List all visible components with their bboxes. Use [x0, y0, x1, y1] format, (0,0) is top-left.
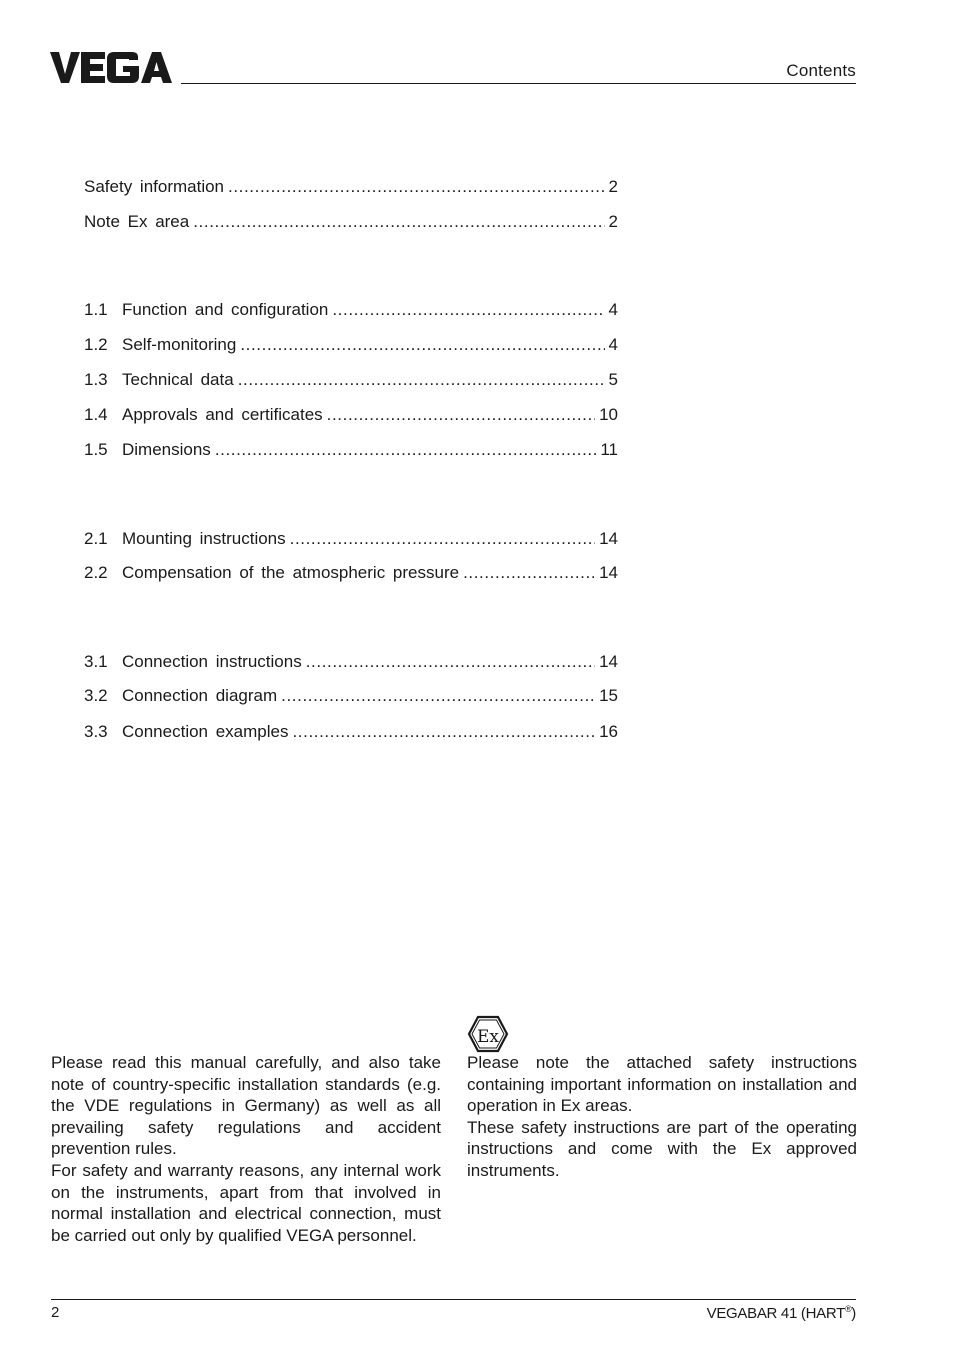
footer-product-text: VEGABAR 41 (HART	[706, 1305, 845, 1322]
toc-leader-dots	[281, 686, 595, 706]
toc-entry-note-ex-area[interactable]	[84, 212, 618, 236]
toc-entry-title: Safety information	[84, 177, 225, 196]
toc-leader-dots	[215, 440, 597, 460]
toc-entry-1-3[interactable]	[84, 370, 618, 394]
toc-entry-title: Compensation of the atmospheric pressure	[122, 563, 460, 582]
header-rule	[181, 83, 856, 84]
toc-entry-2-2[interactable]	[84, 563, 618, 587]
toc-entry-title: Function and configuration	[122, 300, 329, 319]
toc-leader-dots	[463, 563, 595, 583]
toc-entry-1-1[interactable]	[84, 300, 618, 324]
ex-note-paragraph-2: These safety instructions are part of the operating instructions and come with the Ex approved instruments.	[467, 1117, 857, 1180]
toc-entry-safety-information[interactable]	[84, 177, 618, 201]
toc-entry-title: Connection instructions	[122, 652, 302, 671]
toc-entry-3-2[interactable]	[84, 686, 618, 710]
toc-entry-title: Connection examples	[122, 722, 289, 741]
toc-entry-number: 3.1	[84, 652, 108, 671]
safety-paragraph-1: Please read this manual carefully, and also take note of country-specific installation standards (e.g. the VDE regulations in Germany) as well as all prevailing safety regulations and accident prevention rules.	[51, 1053, 441, 1159]
toc-leader-dots	[290, 529, 595, 549]
toc-leader-dots	[332, 300, 604, 320]
toc-entry-page: 2	[608, 212, 618, 231]
toc-entry-2-1[interactable]	[84, 529, 618, 553]
footer-product-close: )	[851, 1305, 856, 1322]
toc-entry-3-3[interactable]	[84, 722, 618, 746]
footer-rule	[51, 1299, 856, 1300]
toc-entry-page: 14	[599, 529, 618, 548]
toc-entry-number: 3.2	[84, 686, 108, 705]
toc-entry-page: 16	[599, 722, 618, 741]
toc-entry-number: 3.3	[84, 722, 108, 741]
safety-information-text	[51, 1052, 441, 1246]
toc-entry-page: 5	[608, 370, 618, 389]
safety-paragraph-2: For safety and warranty reasons, any internal work on the instruments, apart from that involved in normal installation and electrical connection, must be carried out only by qualified VEGA personnel.	[51, 1160, 441, 1245]
page-number: 2	[51, 1304, 60, 1321]
footer-product-name	[707, 1304, 856, 1322]
registered-mark: ®	[844, 1304, 852, 1314]
toc-leader-dots	[327, 405, 595, 425]
toc-entry-title: Self-monitoring	[122, 335, 237, 354]
toc-entry-title: Dimensions	[122, 440, 211, 459]
toc-leader-dots	[292, 722, 595, 742]
toc-leader-dots	[238, 370, 605, 390]
toc-entry-1-4[interactable]	[84, 405, 618, 429]
ex-area-note-text	[467, 1052, 857, 1182]
toc-entry-number: 2.2	[84, 563, 108, 582]
toc-entry-number: 1.5	[84, 440, 108, 459]
toc-leader-dots	[228, 177, 605, 197]
svg-text:Ex: Ex	[477, 1027, 499, 1047]
ex-note-paragraph-1: Please note the attached safety instructions containing important information on installation and operation in Ex areas.	[467, 1053, 857, 1116]
toc-entry-number: 1.1	[84, 300, 108, 319]
toc-entry-3-1[interactable]	[84, 652, 618, 676]
toc-leader-dots	[193, 212, 604, 232]
toc-entry-page: 14	[599, 563, 618, 582]
toc-entry-page: 2	[608, 177, 618, 196]
toc-entry-title: Note Ex area	[84, 212, 190, 231]
toc-entry-page: 10	[599, 405, 618, 424]
toc-entry-1-2[interactable]	[84, 335, 618, 359]
toc-entry-page: 15	[599, 686, 618, 705]
toc-entry-number: 1.3	[84, 370, 108, 389]
toc-entry-title: Mounting instructions	[122, 529, 286, 548]
toc-entry-number: 1.4	[84, 405, 108, 424]
toc-entry-number: 2.1	[84, 529, 108, 548]
toc-entry-page: 14	[599, 652, 618, 671]
toc-entry-page: 4	[608, 300, 618, 319]
vega-logo	[50, 50, 172, 86]
section-label: Contents	[786, 61, 856, 80]
ex-hexagon-icon	[467, 1015, 509, 1053]
toc-entry-1-5[interactable]	[84, 440, 618, 464]
toc-entry-title: Approvals and certificates	[122, 405, 323, 424]
toc-entry-page: 11	[600, 440, 618, 459]
toc-entry-title: Connection diagram	[122, 686, 278, 705]
toc-entry-number: 1.2	[84, 335, 108, 354]
toc-leader-dots	[306, 652, 595, 672]
toc-leader-dots	[240, 335, 604, 355]
toc-entry-page: 4	[608, 335, 618, 354]
toc-entry-title: Technical data	[122, 370, 234, 389]
